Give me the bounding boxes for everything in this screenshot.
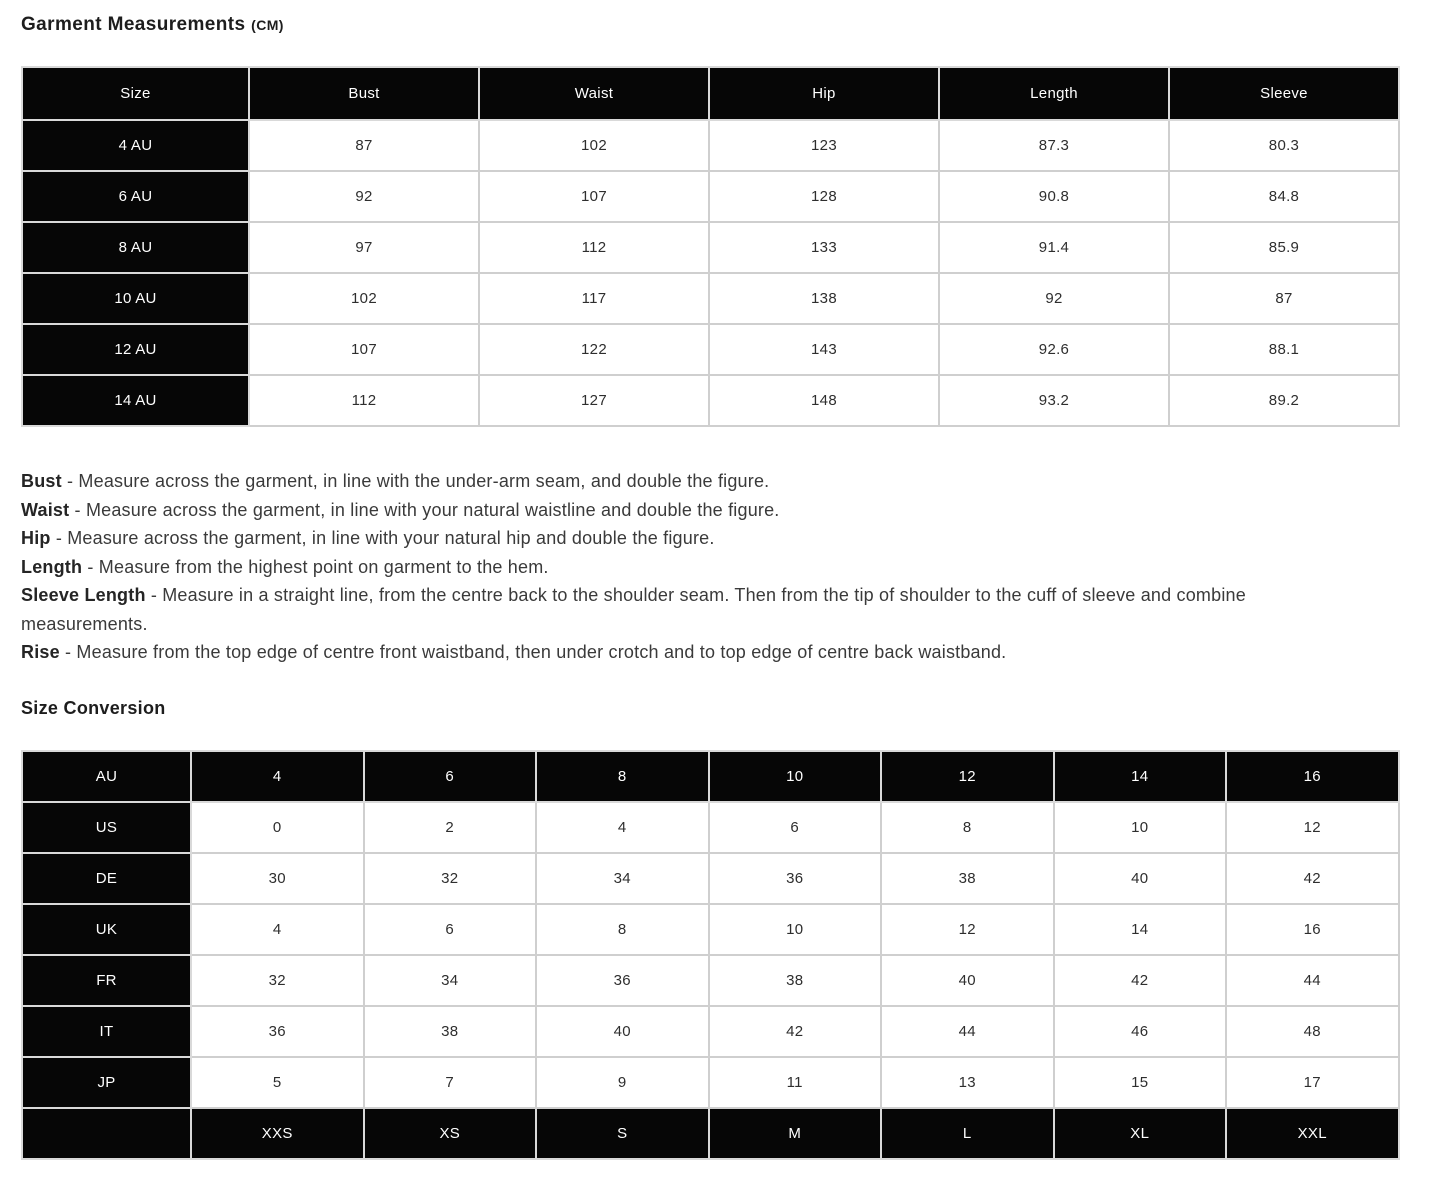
measurement-value-cell: 88.1 <box>1169 324 1399 375</box>
measurement-value-cell: 97 <box>249 222 479 273</box>
table-row <box>22 853 1399 904</box>
measurements-header-row <box>22 67 1399 120</box>
conversion-value-cell: 6 <box>364 904 537 955</box>
measurement-note <box>21 467 1331 496</box>
column-header-cell: Length <box>939 67 1169 120</box>
measurement-note <box>21 581 1331 638</box>
measurement-value-cell: 91.4 <box>939 222 1169 273</box>
conversion-value-cell: 30 <box>191 853 364 904</box>
table-row <box>22 1057 1399 1108</box>
column-header-cell: Waist <box>479 67 709 120</box>
au-size-header-cell: 4 <box>191 751 364 802</box>
measurement-value-cell: 90.8 <box>939 171 1169 222</box>
conversion-header-row <box>22 751 1399 802</box>
au-size-header-cell: 12 <box>881 751 1054 802</box>
column-header-cell: Hip <box>709 67 939 120</box>
note-term: Waist <box>21 499 70 520</box>
region-label-cell: UK <box>22 904 191 955</box>
table-row <box>22 171 1399 222</box>
au-size-header-cell: 16 <box>1226 751 1399 802</box>
measurement-value-cell: 84.8 <box>1169 171 1399 222</box>
conversion-value-cell: 2 <box>364 802 537 853</box>
conversion-value-cell: 4 <box>191 904 364 955</box>
size-letter-cell: XXS <box>191 1108 364 1159</box>
au-size-header-cell: 10 <box>709 751 882 802</box>
conversion-value-cell: 42 <box>1226 853 1399 904</box>
measurement-value-cell: 117 <box>479 273 709 324</box>
page-title <box>21 14 1399 36</box>
measurement-value-cell: 80.3 <box>1169 120 1399 171</box>
size-conversion-table <box>21 750 1400 1160</box>
measurements-header <box>22 67 1399 120</box>
conversion-value-cell: 48 <box>1226 1006 1399 1057</box>
conversion-value-cell: 38 <box>364 1006 537 1057</box>
conversion-value-cell: 15 <box>1054 1057 1227 1108</box>
size-letter-cell: S <box>536 1108 709 1159</box>
size-letter-cell: L <box>881 1108 1054 1159</box>
conversion-value-cell: 12 <box>1226 802 1399 853</box>
conversion-value-cell: 11 <box>709 1057 882 1108</box>
conversion-body <box>22 751 1399 1159</box>
conversion-value-cell: 36 <box>191 1006 364 1057</box>
column-header-cell: Bust <box>249 67 479 120</box>
conversion-value-cell: 36 <box>536 955 709 1006</box>
table-row <box>22 375 1399 426</box>
measurement-value-cell: 93.2 <box>939 375 1169 426</box>
measurement-value-cell: 107 <box>249 324 479 375</box>
size-conversion-heading: Size Conversion <box>21 697 166 718</box>
conversion-value-cell: 44 <box>881 1006 1054 1057</box>
measurement-note <box>21 524 1331 553</box>
region-label-cell: AU <box>22 751 191 802</box>
conversion-value-cell: 34 <box>364 955 537 1006</box>
measurement-notes <box>21 467 1331 667</box>
conversion-value-cell: 34 <box>536 853 709 904</box>
conversion-value-cell: 8 <box>536 904 709 955</box>
size-letter-cell: XXL <box>1226 1108 1399 1159</box>
table-row <box>22 324 1399 375</box>
measurements-body <box>22 120 1399 426</box>
conversion-value-cell: 4 <box>536 802 709 853</box>
measurement-value-cell: 87 <box>249 120 479 171</box>
conversion-value-cell: 9 <box>536 1057 709 1108</box>
conversion-value-cell: 36 <box>709 853 882 904</box>
table-row <box>22 955 1399 1006</box>
au-size-header-cell: 6 <box>364 751 537 802</box>
conversion-value-cell: 38 <box>881 853 1054 904</box>
measurement-value-cell: 128 <box>709 171 939 222</box>
column-header-cell: Size <box>22 67 249 120</box>
page-title-text: Garment Measurements <box>21 14 246 35</box>
measurement-value-cell: 127 <box>479 375 709 426</box>
conversion-value-cell: 6 <box>709 802 882 853</box>
measurement-value-cell: 112 <box>479 222 709 273</box>
measurement-value-cell: 87 <box>1169 273 1399 324</box>
au-size-header-cell: 14 <box>1054 751 1227 802</box>
table-row <box>22 802 1399 853</box>
empty-corner-cell <box>22 1108 191 1159</box>
note-text: - Measure in a straight line, from the centre back to the shoulder seam. Then from the tip of shoulder to the cuff of sleeve and combine measurements. <box>21 585 1246 634</box>
conversion-value-cell: 14 <box>1054 904 1227 955</box>
region-label-cell: JP <box>22 1057 191 1108</box>
conversion-value-cell: 7 <box>364 1057 537 1108</box>
table-row <box>22 222 1399 273</box>
conversion-value-cell: 46 <box>1054 1006 1227 1057</box>
table-row <box>22 273 1399 324</box>
conversion-value-cell: 32 <box>364 853 537 904</box>
conversion-value-cell: 42 <box>709 1006 882 1057</box>
measurement-value-cell: 138 <box>709 273 939 324</box>
measurement-value-cell: 107 <box>479 171 709 222</box>
measurement-value-cell: 89.2 <box>1169 375 1399 426</box>
size-letter-cell: M <box>709 1108 882 1159</box>
size-label-cell: 12 AU <box>22 324 249 375</box>
size-label-cell: 10 AU <box>22 273 249 324</box>
conversion-value-cell: 40 <box>536 1006 709 1057</box>
region-label-cell: IT <box>22 1006 191 1057</box>
column-header-cell: Sleeve <box>1169 67 1399 120</box>
conversion-value-cell: 16 <box>1226 904 1399 955</box>
size-letter-cell: XS <box>364 1108 537 1159</box>
size-letter-cell: XL <box>1054 1108 1227 1159</box>
note-term: Length <box>21 556 83 577</box>
note-text: - Measure across the garment, in line with the under-arm seam, and double the figure. <box>67 471 770 491</box>
note-text: - Measure across the garment, in line with your natural hip and double the figure. <box>55 528 715 548</box>
measurement-value-cell: 148 <box>709 375 939 426</box>
note-text: - Measure from the top edge of centre front waistband, then under crotch and to top edge of centre back waistband. <box>65 642 1007 662</box>
measurement-value-cell: 112 <box>249 375 479 426</box>
measurement-value-cell: 102 <box>479 120 709 171</box>
conversion-value-cell: 13 <box>881 1057 1054 1108</box>
conversion-value-cell: 32 <box>191 955 364 1006</box>
conversion-value-cell: 17 <box>1226 1057 1399 1108</box>
conversion-value-cell: 10 <box>1054 802 1227 853</box>
conversion-value-cell: 0 <box>191 802 364 853</box>
measurement-value-cell: 85.9 <box>1169 222 1399 273</box>
note-term: Hip <box>21 528 51 548</box>
measurement-value-cell: 133 <box>709 222 939 273</box>
note-text: - Measure from the highest point on garment to the hem. <box>87 556 549 577</box>
measurement-value-cell: 143 <box>709 324 939 375</box>
table-row <box>22 120 1399 171</box>
size-label-cell: 8 AU <box>22 222 249 273</box>
conversion-value-cell: 40 <box>881 955 1054 1006</box>
measurement-value-cell: 102 <box>249 273 479 324</box>
au-size-header-cell: 8 <box>536 751 709 802</box>
conversion-footer-row <box>22 1108 1399 1159</box>
region-label-cell: DE <box>22 853 191 904</box>
conversion-value-cell: 40 <box>1054 853 1227 904</box>
conversion-value-cell: 8 <box>881 802 1054 853</box>
measurement-value-cell: 123 <box>709 120 939 171</box>
garment-measurements-table <box>21 66 1400 427</box>
size-label-cell: 4 AU <box>22 120 249 171</box>
measurement-value-cell: 92.6 <box>939 324 1169 375</box>
measurement-value-cell: 122 <box>479 324 709 375</box>
note-text: - Measure across the garment, in line with your natural waistline and double the figure. <box>74 499 780 520</box>
size-label-cell: 6 AU <box>22 171 249 222</box>
conversion-value-cell: 5 <box>191 1057 364 1108</box>
conversion-value-cell: 38 <box>709 955 882 1006</box>
table-row <box>22 904 1399 955</box>
measurement-value-cell: 92 <box>249 171 479 222</box>
measurement-note <box>21 553 1331 582</box>
note-term: Rise <box>21 642 60 662</box>
measurement-value-cell: 92 <box>939 273 1169 324</box>
region-label-cell: US <box>22 802 191 853</box>
conversion-value-cell: 44 <box>1226 955 1399 1006</box>
region-label-cell: FR <box>22 955 191 1006</box>
measurement-value-cell: 87.3 <box>939 120 1169 171</box>
note-term: Bust <box>21 471 62 491</box>
measurement-note <box>21 496 1331 525</box>
conversion-value-cell: 10 <box>709 904 882 955</box>
measurement-note <box>21 638 1331 667</box>
note-term: Sleeve Length <box>21 585 146 605</box>
page-title-unit: (CM) <box>251 17 284 33</box>
size-label-cell: 14 AU <box>22 375 249 426</box>
table-row <box>22 1006 1399 1057</box>
conversion-value-cell: 12 <box>881 904 1054 955</box>
conversion-value-cell: 42 <box>1054 955 1227 1006</box>
